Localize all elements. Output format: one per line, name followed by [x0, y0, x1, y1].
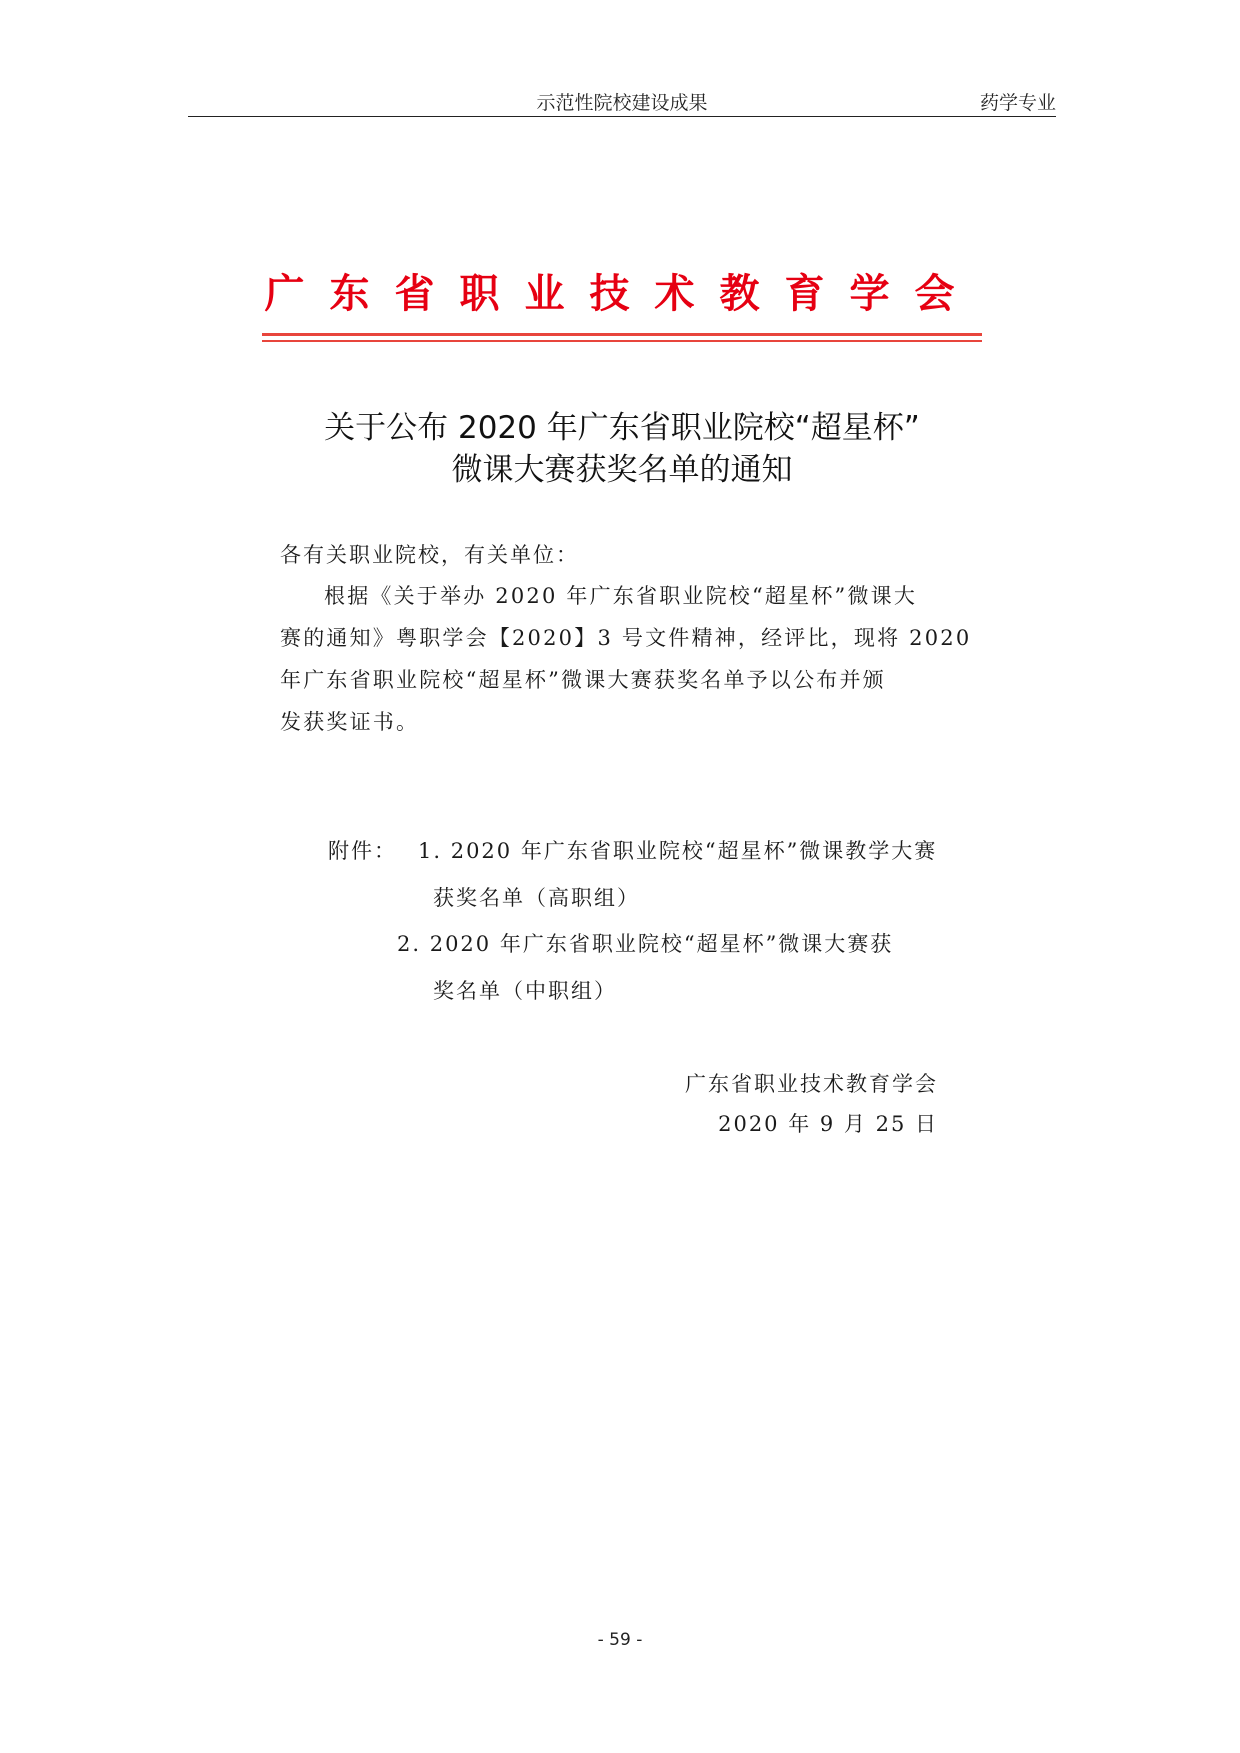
signature-organization: 广东省职业技术教育学会	[685, 1072, 938, 1096]
notice-title-line2: 微课大赛获奖名单的通知	[451, 452, 793, 488]
body-line: 赛的通知》粤职学会【2020】3 号文件精神，经评比，现将 2020	[280, 626, 972, 650]
organization-masthead: 广东省职业技术教育学会	[264, 271, 980, 317]
notice-title-line1: 关于公布 2020 年广东省职业院校“超星杯”	[324, 410, 920, 446]
signature-date: 2020 年 9 月 25 日	[718, 1112, 938, 1136]
salutation: 各有关职业院校，有关单位：	[280, 543, 579, 567]
header-center-title: 示范性院校建设成果	[536, 92, 708, 114]
masthead-rule-thin	[262, 340, 982, 342]
attachment-item-1-line2: 获奖名单（高职组）	[433, 886, 640, 910]
running-header	[188, 84, 1056, 117]
attachment-item-2-line2: 奖名单（中职组）	[433, 979, 617, 1003]
header-right-title: 药学专业	[979, 92, 1056, 114]
body-line: 发获奖证书。	[280, 710, 420, 734]
body-line: 根据《关于举办 2020 年广东省职业院校“超星杯”微课大	[324, 584, 918, 608]
attachments-label: 附件：	[328, 839, 397, 863]
page-number: - 59 -	[597, 1630, 643, 1650]
attachment-item-1-line1: 1. 2020 年广东省职业院校“超星杯”微课教学大赛	[418, 839, 938, 863]
attachment-item-2-line1: 2. 2020 年广东省职业院校“超星杯”微课大赛获	[397, 932, 894, 956]
body-line: 年广东省职业院校“超星杯”微课大赛获奖名单予以公布并颁	[280, 668, 886, 692]
masthead-rule-thick	[262, 333, 982, 336]
